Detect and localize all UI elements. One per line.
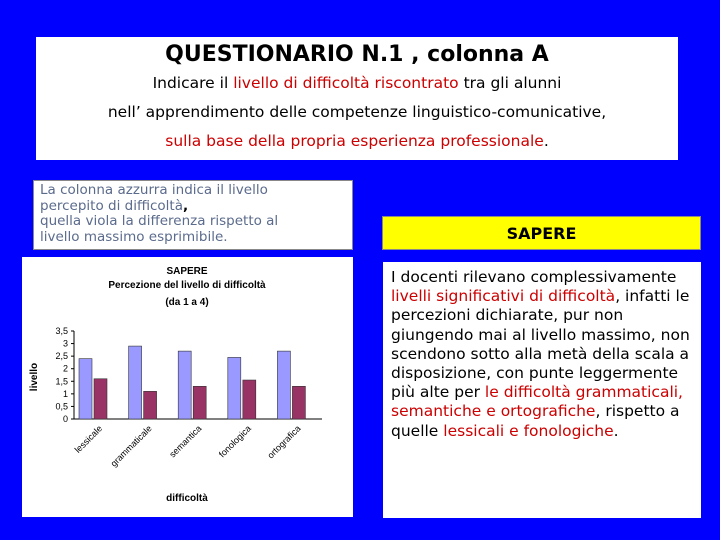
header-panel — [36, 37, 678, 160]
description-panel — [383, 262, 701, 518]
y-tick-label: 0 — [62, 414, 68, 424]
y-tick-label: 3 — [62, 338, 68, 349]
instruction-period: . — [543, 132, 549, 150]
x-tick-label-lessicale: lessicale — [72, 423, 105, 455]
note-line-2-text: percepito di difficoltà — [40, 197, 184, 214]
y-tick-label: 1,5 — [55, 376, 68, 387]
chart-svg — [22, 257, 353, 517]
description-text-1: I docenti rilevano complessivamente — [391, 268, 677, 286]
description-text-4: . — [613, 421, 619, 440]
y-tick-label: 2,5 — [55, 351, 68, 362]
bar-perceived-lessicale — [79, 359, 92, 419]
bar-perceived-grammaticale — [129, 346, 142, 419]
x-axis-label: difficoltà — [166, 493, 208, 504]
instruction-line-2: nell’ apprendimento delle competenze linguistico-comunicative, — [107, 103, 607, 121]
description-highlight-2: le difficoltà grammaticali, semantiche e ortografiche — [391, 383, 683, 421]
sapere-label: SAPERE — [382, 216, 701, 250]
description-highlight-1: livelli significativi di difficoltà — [391, 287, 616, 306]
y-tick-label: 1 — [62, 388, 68, 399]
chart-title: SAPERE — [166, 266, 208, 277]
x-tick-label-ortografica: ortografica — [265, 423, 303, 461]
instruction-text: Indicare il — [152, 74, 234, 92]
instruction-text-end: tra gli alunni — [458, 74, 562, 92]
bar-perceived-ortografica — [277, 351, 290, 419]
bar-perceived-semantica — [178, 351, 191, 419]
y-tick-label: 0,5 — [55, 401, 68, 412]
note-comma: , — [183, 197, 189, 214]
difficulty-chart — [22, 257, 353, 517]
y-tick-label: 2 — [62, 363, 68, 374]
y-axis-label: livello — [29, 362, 40, 392]
page-title: QUESTIONARIO N.1 , colonna A — [165, 42, 549, 67]
note-line-1: La colonna azzurra indica il livello — [40, 182, 268, 198]
x-tick-label-grammaticale: grammaticale — [108, 423, 154, 469]
instruction-highlight-3: sulla base della propria esperienza professionale — [165, 132, 544, 150]
instruction-highlight: livello di difficoltà riscontrato — [233, 74, 459, 92]
bar-difference-fonologica — [243, 380, 256, 419]
instruction-line-3 — [36, 127, 678, 156]
chart-marks — [55, 326, 322, 469]
note-line-2 — [40, 199, 346, 215]
legend-note — [33, 180, 353, 250]
chart-subtitle-2: (da 1 a 4) — [165, 297, 209, 308]
bar-difference-lessicale — [94, 379, 107, 419]
description-text-3: , rispetto a quelle — [391, 402, 680, 440]
description-text-2: , infatti le percezioni dichiarate, pur non giungendo mai al livello massimo, non scendono sotto alla metà della scala a disposizione, con punte leggermente più alte per — [391, 287, 690, 402]
note-line-3: quella viola la differenza rispetto al — [40, 213, 279, 229]
bar-difference-grammaticale — [144, 391, 157, 419]
x-tick-label-fonologica: fonologica — [216, 423, 254, 460]
instruction-line-1 — [36, 69, 678, 98]
bar-perceived-fonologica — [228, 357, 241, 419]
note-line-4: livello massimo esprimibile. — [40, 228, 228, 245]
description-highlight-3: lessicali e fonologiche — [443, 421, 614, 440]
bar-difference-ortografica — [292, 386, 305, 419]
chart-subtitle: Percezione del livello di difficoltà — [108, 280, 266, 291]
x-tick-label-semantica: semantica — [167, 423, 204, 460]
y-tick-label: 3,5 — [55, 326, 68, 336]
bar-difference-semantica — [193, 386, 206, 419]
